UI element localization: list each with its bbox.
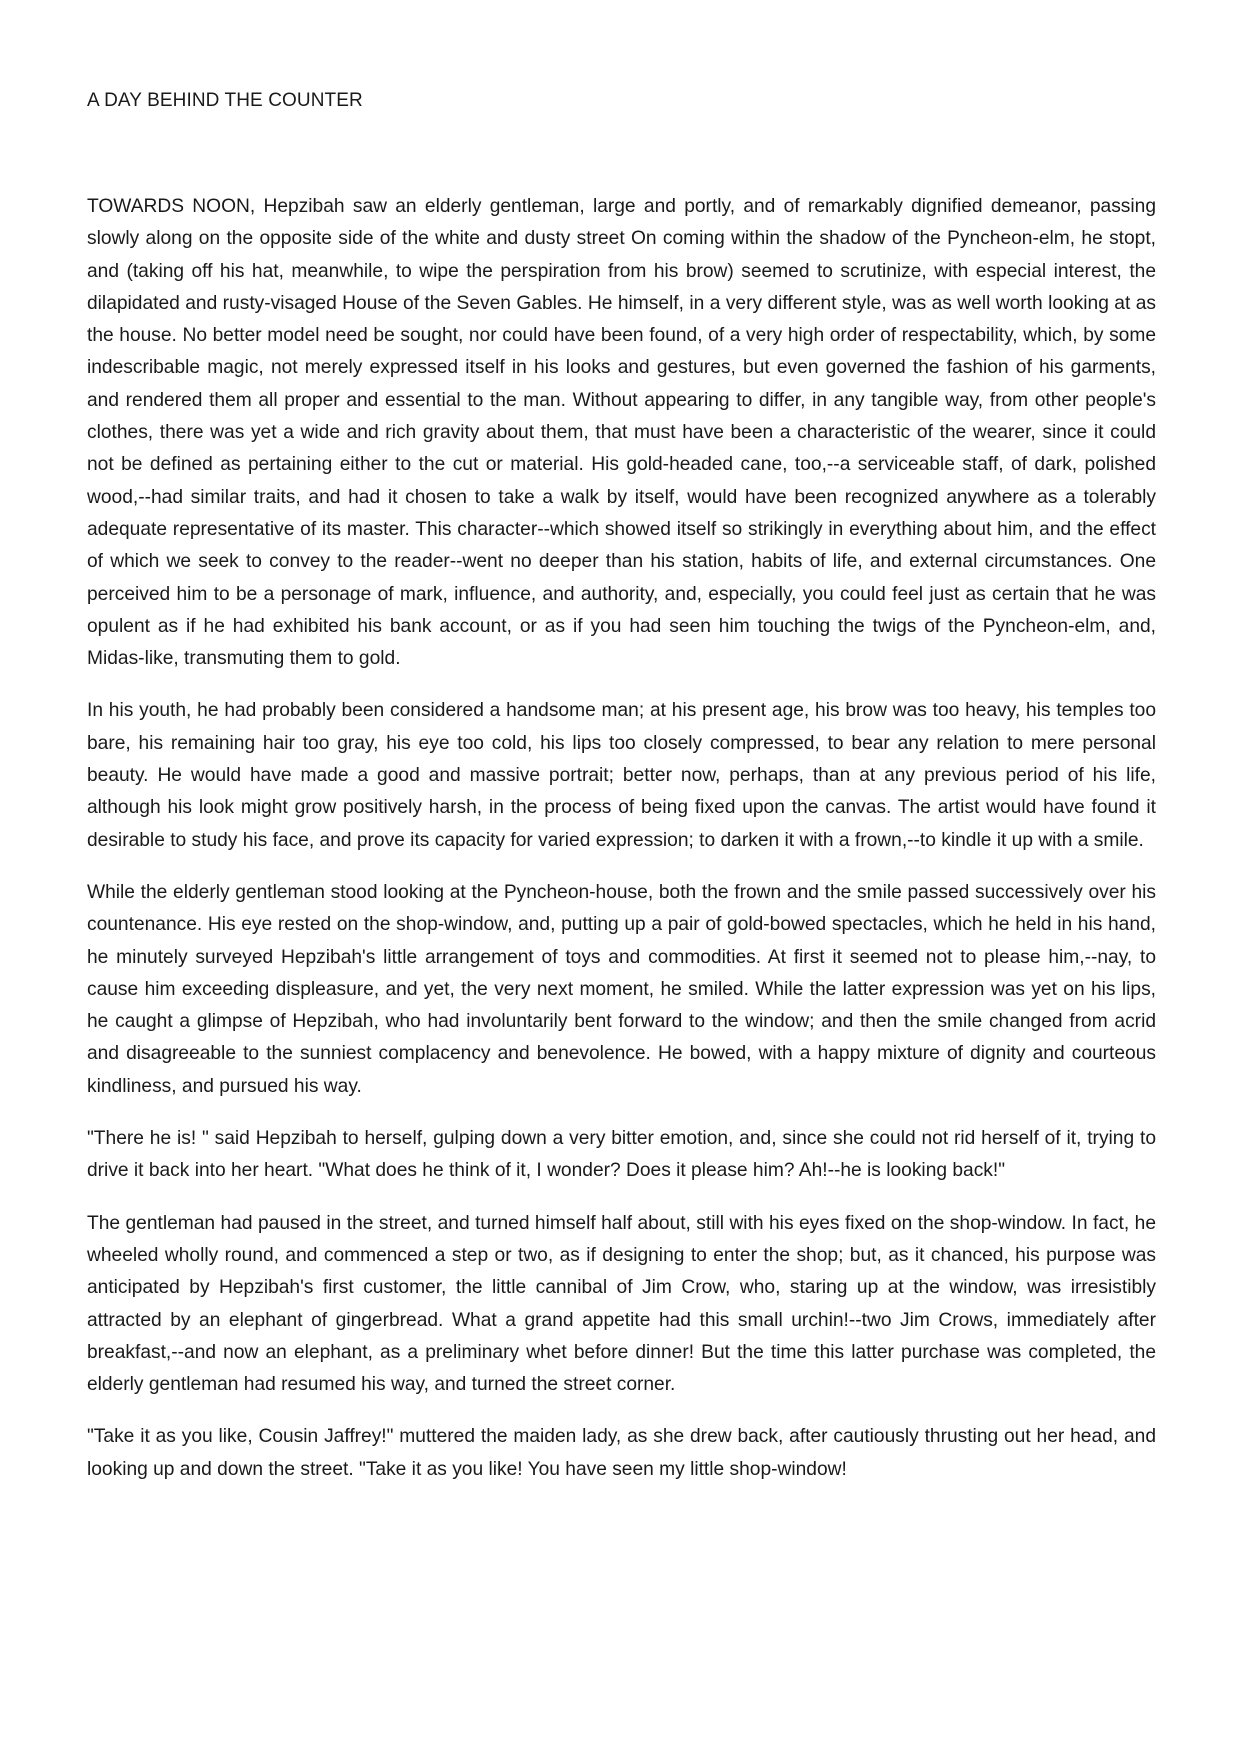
paragraph-5: The gentleman had paused in the street, and turned himself half about, still with his eyes fixed on the shop-window. In fact, he wheeled wholly round, and commenced a step or two, as if designing to enter the shop; but, as it chanced, his purpose was anticipated by Hepzibah's first customer, the little cannibal of Jim Crow, who, staring up at the window, was irresistibly attracted by an elephant of gingerbread. What a grand appetite had this small urchin!--two Jim Crows, immediately after breakfast,--and now an elephant, as a preliminary whet before dinner! But the time this latter purchase was completed, the elderly gentleman had resumed his way, and turned the street corner. — [87, 1212, 1156, 1396]
paragraph-2: In his youth, he had probably been considered a handsome man; at his present age, his brow was too heavy, his temples too bare, his remaining hair too gray, his eye too cold, his lips too closely compressed, to bear any relation to mere personal beauty. He would have made a good and massive portrait; better now, perhaps, than at any previous period of his life, although his look might grow positively harsh, in the process of being fixed upon the canvas. The artist would have found it desirable to study his face, and prove its capacity for varied expression; to darken it with a frown,--to kindle it up with a smile. — [87, 700, 1156, 851]
paragraph-3: While the elderly gentleman stood looking at the Pyncheon-house, both the frown and the smile passed successively over his countenance. His eye rested on the shop-window, and, putting up a pair of gold-bowed spectacles, which he held in his hand, he minutely surveyed Hepzibah's little arrangement of toys and commodities. At first it seemed not to please him,--nay, to cause him exceeding displeasure, and yet, the very next moment, he smiled. While the latter expression was yet on his lips, he caught a glimpse of Hepzibah, who had involuntarily bent forward to the window; and then the smile changed from acrid and disagreeable to the sunniest complacency and benevolence. He bowed, with a happy mixture of dignity and courteous kindliness, and pursued his way. — [87, 881, 1156, 1097]
paragraph-4: "There he is! " said Hepzibah to herself, gulping down a very bitter emotion, and, since she could not rid herself of it, trying to drive it back into her heart. "What does he think of it, I wonder? Does it please him? Ah!--he is looking back!" — [87, 1128, 1156, 1182]
body-text — [87, 191, 1156, 1506]
chapter-title: A DAY BEHIND THE COUNTER — [87, 90, 363, 111]
paragraph-1: TOWARDS NOON, Hepzibah saw an elderly gentleman, large and portly, and of remarkably dignified demeanor, passing slowly along on the opposite side of the white and dusty street On coming within the shadow of the Pyncheon-elm, he stopt, and (taking off his hat, meanwhile, to wipe the perspiration from his brow) seemed to scrutinize, with especial interest, the dilapidated and rusty-visaged House of the Seven Gables. He himself, in a very different style, was as well worth looking at as the house. No better model need be sought, nor could have been found, of a very high order of respectability, which, by some indescribable magic, not merely expressed itself in his looks and gestures, but even governed the fashion of his garments, and rendered them all proper and essential to the man. Without appearing to differ, in any tangible way, from other people's clothes, there was yet a wide and rich gravity about them, that must have been a characteristic of the wearer, since it could not be defined as pertaining either to the cut or material. His gold-headed cane, too,--a serviceable staff, of dark, polished wood,--had similar traits, and had it chosen to take a walk by itself, would have been recognized anywhere as a tolerably adequate representative of its master. This character--which showed itself so strikingly in everything about him, and the effect of which we seek to convey to the reader--went no deeper than his station, habits of life, and external circumstances. One perceived him to be a personage of mark, influence, and authority, and, especially, you could feel just as certain that he was opulent as if he had exhibited his bank account, or as if you had seen him touching the twigs of the Pyncheon-elm, and, Midas-like, transmuting them to gold. — [87, 196, 1156, 670]
paragraph-6: "Take it as you like, Cousin Jaffrey!" muttered the maiden lady, as she drew back, after cautiously thrusting out her head, and looking up and down the street. "Take it as you like! You have seen my little shop-window! — [87, 1426, 1156, 1480]
